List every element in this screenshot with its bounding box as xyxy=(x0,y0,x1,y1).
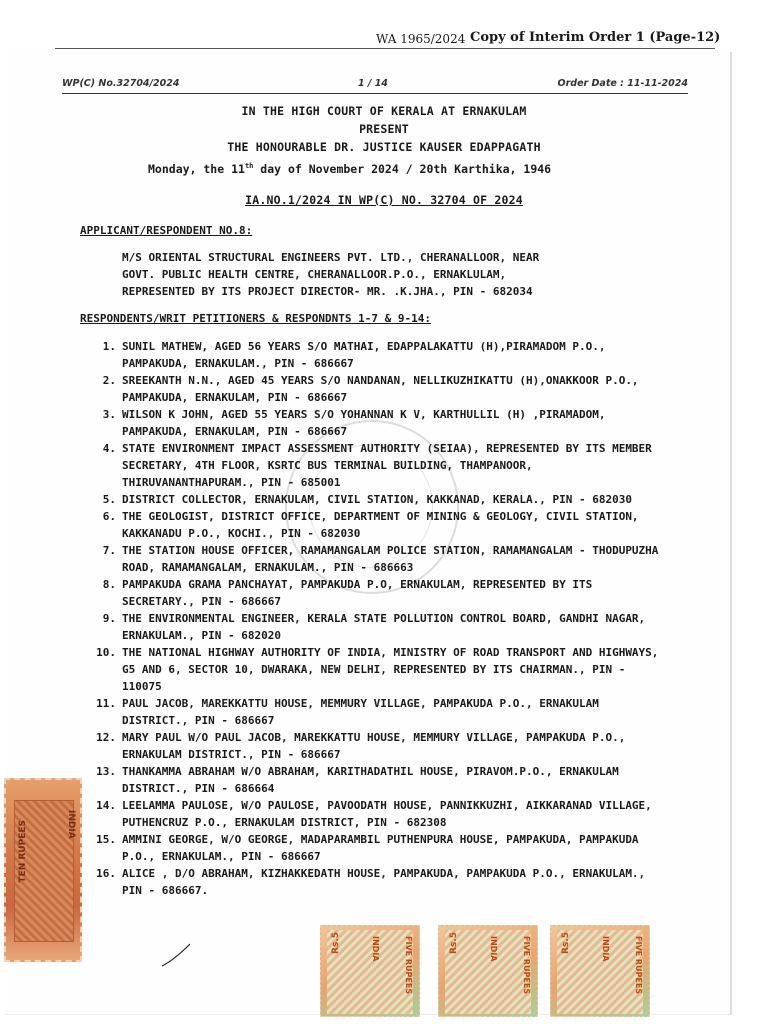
copy-label: Copy of Interim Order 1 (Page-12) xyxy=(470,30,721,45)
top-rule xyxy=(55,48,715,49)
respondents-list xyxy=(88,338,668,899)
pen-tick-mark xyxy=(160,942,194,970)
five-rupee-stamp: Rs.5 INDIA FIVE RUPEES xyxy=(320,925,420,1017)
list-item: 12. MARY PAUL W/O PAUL JACOB, MAREKKATTU HOUSE, MEMMURY VILLAGE, PAMPAKUDA P.O., ERNAKULAM DISTRICT., PIN - 686667 xyxy=(96,731,626,761)
applicant-block xyxy=(122,249,682,300)
list-item: 9. THE ENVIRONMENTAL ENGINEER, KERALA STATE POLLUTION CONTROL BOARD, GANDHI NAGAR, ERNAKULAM., PIN - 682020 xyxy=(102,612,646,642)
list-item: 14. LEELAMMA PAULOSE, W/O PAULOSE, PAVOODATH HOUSE, PANNIKKUZHI, AIKKARANAD VILLAGE, PUTHENCRUZ P.O., ERNAKULAM DISTRICT, PIN - 682308 xyxy=(96,799,652,829)
list-item: 16. ALICE , D/O ABRAHAM, KIZHAKKEDATH HOUSE, PAMPAKUDA, PAMPAKUDA P.O., ERNAKULAM., PIN - 686667. xyxy=(96,867,646,897)
applicant-label: APPLICANT/RESPONDENT NO.8: xyxy=(80,224,253,237)
list-item: 3. WILSON K JOHN, AGED 55 YEARS S/O YOHANNAN K V, KARTHULLIL (H) ,PIRAMADOM, PAMPAKUDA, ERNAKULAM, PIN - 686667 xyxy=(102,408,606,438)
ten-rupee-stamp: INDIA TEN RUPEES xyxy=(4,778,82,962)
applicant-line: GOVT. PUBLIC HEALTH CENTRE, CHERANALLOOR.P.O., ERNAKLULAM, xyxy=(122,268,507,281)
five-rupee-stamp: Rs.5 INDIA FIVE RUPEES xyxy=(550,925,650,1017)
present-label: PRESENT xyxy=(359,122,409,136)
list-item: 7. THE STATION HOUSE OFFICER, RAMAMANGALAM POLICE STATION, RAMAMANGALAM - THODUPUZHA ROAD, RAMAMANGALAM, ERNAKULAM., PIN - 686663 xyxy=(102,544,659,574)
list-item: 13. THANKAMMA ABRAHAM W/O ABRAHAM, KARITHADATHIL HOUSE, PIRAVOM.P.O., ERNAKULAM DISTRICT., PIN - 686664 xyxy=(96,765,619,795)
document-header xyxy=(62,78,688,92)
court-name: IN THE HIGH COURT OF KERALA AT ERNAKULAM xyxy=(241,104,527,118)
case-reference: WA 1965/2024 xyxy=(376,32,466,46)
header-rule xyxy=(62,93,688,94)
list-item: 5. DISTRICT COLLECTOR, ERNAKULAM, CIVIL STATION, KAKKANAD, KERALA., PIN - 682030 xyxy=(102,493,632,506)
list-item: 10. THE NATIONAL HIGHWAY AUTHORITY OF INDIA, MINISTRY OF ROAD TRANSPORT AND HIGHWAYS, G5 AND 6, SECTOR 10, DWARAKA, NEW DELHI, REPRESENTED BY ITS CHAIRMAN., PIN - 110075 xyxy=(96,646,659,693)
list-item: 6. THE GEOLOGIST, DISTRICT OFFICE, DEPARTMENT OF MINING & GEOLOGY, CIVIL STATION, KAKKANADU P.O., KOCHI., PIN - 682030 xyxy=(102,510,639,540)
list-item: 4. STATE ENVIRONMENT IMPACT ASSESSMENT AUTHORITY (SEIAA), REPRESENTED BY ITS MEMBER SECRETARY, 4TH FLOOR, KSRTC BUS TERMINAL BUILDING, THAMPANOOR, THIRUVANANTHAPURAM., PIN - 685001 xyxy=(102,442,652,489)
five-rupee-stamp: Rs.5 INDIA FIVE RUPEES xyxy=(438,925,538,1017)
judge-name: THE HONOURABLE DR. JUSTICE KAUSER EDAPPAGATH xyxy=(227,140,541,154)
list-item: 11. PAUL JACOB, MAREKKATTU HOUSE, MEMMURY VILLAGE, PAMPAKUDA P.O., ERNAKULAM DISTRICT., PIN - 686667 xyxy=(96,697,599,727)
header-case-number: WP(C) No.32704/2024 xyxy=(62,78,180,89)
list-item: 2. SREEKANTH N.N., AGED 45 YEARS S/O NANDANAN, NELLIKUZHIKATTU (H),ONAKKOOR P.O., PAMPAKUDA, ERNAKULAM, PIN - 686667 xyxy=(102,374,639,404)
applicant-line: REPRESENTED BY ITS PROJECT DIRECTOR- MR. .K.JHA., PIN - 682034 xyxy=(122,285,533,298)
header-order-date: Order Date : 11-11-2024 xyxy=(557,78,688,89)
list-item: 15. AMMINI GEORGE, W/O GEORGE, MADAPARAMBIL PUTHENPURA HOUSE, PAMPAKUDA, PAMPAKUDA P.O., ERNAKULAM., PIN - 686667 xyxy=(96,833,639,863)
list-item: 1. SUNIL MATHEW, AGED 56 YEARS S/O MATHAI, EDAPPALAKATTU (H),PIRAMADOM P.O., PAMPAKUDA, ERNAKULAM., PIN - 686667 xyxy=(102,340,606,370)
applicant-line: M/S ORIENTAL STRUCTURAL ENGINEERS PVT. LTD., CHERANALLOOR, NEAR xyxy=(122,251,540,264)
header-page-count: 1 / 14 xyxy=(358,78,388,89)
list-item: 8. PAMPAKUDA GRAMA PANCHAYAT, PAMPAKUDA P.O, ERNAKULAM, REPRESENTED BY ITS SECRETARY., PIN - 686667 xyxy=(102,578,593,608)
ia-number: IA.NO.1/2024 IN WP(C) NO. 32704 OF 2024 xyxy=(245,193,523,207)
order-date-line: Monday, the 11th day of November 2024 / 20th Karthika, 1946 xyxy=(148,162,552,176)
respondents-label: RESPONDENTS/WRIT PETITIONERS & RESPONDNTS 1-7 & 9-14: xyxy=(80,312,431,325)
